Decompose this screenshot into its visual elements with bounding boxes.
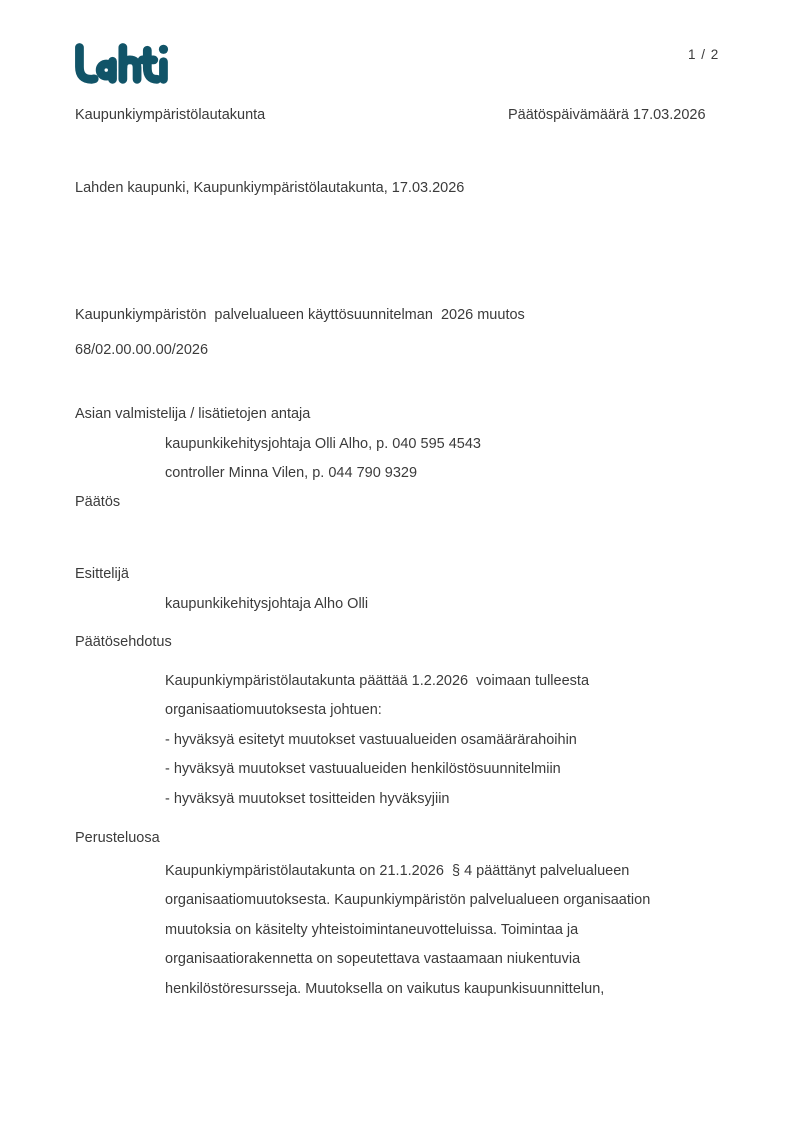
section-paatosehdotus	[75, 628, 735, 814]
lahti-logo-icon	[73, 42, 169, 88]
section-line: organisaatiomuutoksesta johtuen:	[165, 702, 382, 718]
section-perusteluosa	[75, 824, 735, 1004]
section-line: henkilöstöresursseja. Muutoksella on vaikutus kaupunkisuunnittelun,	[165, 980, 605, 997]
section-label: Asian valmistelija / lisätietojen antaja	[75, 406, 311, 422]
lahti-logo	[73, 42, 169, 88]
decision-date: Päätöspäivämäärä 17.03.2026	[508, 107, 706, 123]
header-committee: Kaupunkiympäristölautakunta	[75, 107, 266, 123]
section-lines	[165, 430, 735, 489]
section-line: muutoksia on käsitelty yhteistoimintaneuvotteluissa. Toimintaa ja	[165, 921, 579, 938]
section-line: - hyväksyä muutokset vastuualueiden henkilöstösuunnitelmiin	[165, 761, 561, 777]
org-line: Lahden kaupunki, Kaupunkiympäristölautakunta, 17.03.2026	[75, 180, 465, 196]
section-label: Esittelijä	[75, 566, 129, 582]
document-title: Kaupunkiympäristön palvelualueen käyttösuunnitelman 2026 muutos	[75, 307, 525, 323]
section-esittelija	[75, 560, 735, 619]
section-line: organisaatiomuutoksesta. Kaupunkiympäristön palvelualueen organisaation	[165, 892, 651, 908]
section-lines	[165, 590, 735, 620]
section-label: Perusteluosa	[75, 830, 160, 846]
section-asian-valmistelija	[75, 400, 735, 489]
section-label: Päätösehdotus	[75, 634, 172, 650]
section-line: - hyväksyä muutokset tositteiden hyväksyjiin	[165, 790, 450, 807]
section-label: Päätös	[75, 494, 121, 510]
section-lines	[165, 667, 735, 815]
section-line: - hyväksyä esitetyt muutokset vastuualueiden osamäärärahoihin	[165, 731, 577, 748]
case-number: 68/02.00.00.00/2026	[75, 342, 209, 358]
section-line: Kaupunkiympäristölautakunta päättää 1.2.2026 voimaan tulleesta	[165, 672, 590, 689]
section-paatos	[75, 488, 735, 518]
section-line: kaupunkikehitysjohtaja Olli Alho, p. 040 595 4543	[165, 435, 481, 452]
page-number: 1 / 2	[688, 47, 720, 62]
section-line: organisaatiorakennetta on sopeutettava vastaamaan niukentuvia	[165, 951, 581, 967]
section-line: Kaupunkiympäristölautakunta on 21.1.2026 § 4 päättänyt palvelualueen	[165, 862, 630, 879]
section-line: controller Minna Vilen, p. 044 790 9329	[165, 465, 418, 481]
section-lines	[165, 857, 735, 1005]
section-line: kaupunkikehitysjohtaja Alho Olli	[165, 595, 369, 612]
